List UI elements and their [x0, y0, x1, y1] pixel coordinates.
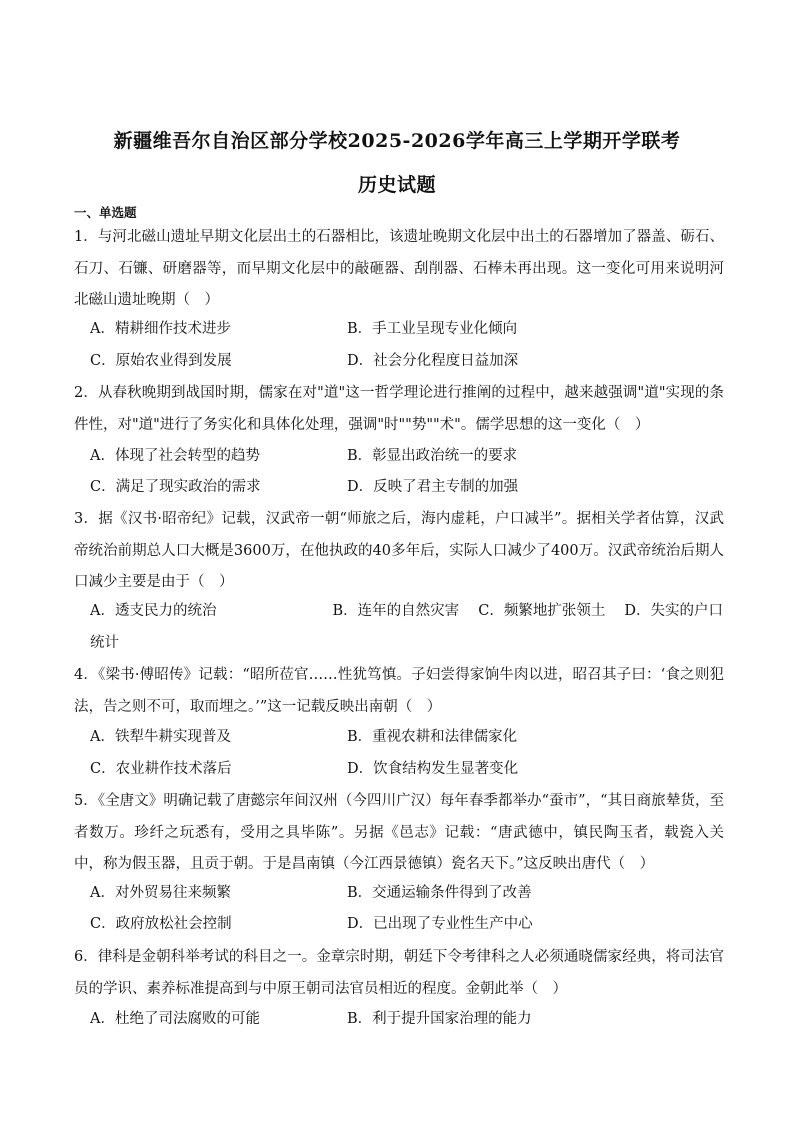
q2-option-a: A．体现了社会转型的趋势 — [90, 448, 260, 464]
section-heading: 一、单选题 — [74, 205, 137, 220]
q1-option-b: B．手工业呈现专业化倾向 — [347, 321, 518, 337]
q6-option-b: B．利于提升国家治理的能力 — [347, 1011, 532, 1027]
q5-option-c: C．政府放松社会控制 — [90, 916, 232, 932]
q1-option-d: D．社会分化程度日益加深 — [347, 353, 519, 369]
q6-option-a: A．杜绝了司法腐败的可能 — [90, 1011, 260, 1027]
q2-option-d: D．反映了君主专制的加强 — [347, 479, 519, 495]
question-3-stem: 3．据《汉书·昭帝纪》记载，汉武帝一朝“师旅之后，海内虚耗，户口减半”。据相关学者估算，汉武帝统治前期总人口大概是3600万，在他执政的40多年后，实际人口减少了400万。汉武帝统治后期人口减少主要是由于（ ） — [74, 511, 724, 590]
q4-option-b: B．重视农耕和法律儒家化 — [347, 729, 518, 745]
q5-option-a: A．对外贸易往来频繁 — [90, 885, 231, 901]
question-4-stem: 4．《梁书·傅昭传》记载：“昭所莅官……性犹笃慎。子妇尝得家饷牛肉以进，昭召其子曰：‘食之则犯法，告之则不可，取而埋之。’”这一记载反映出南朝（ ） — [74, 667, 724, 715]
q5-option-b: B．交通运输条件得到了改善 — [347, 885, 532, 901]
q4-option-d: D．饮食结构发生显著变化 — [347, 761, 519, 777]
q4-option-a: A．铁犁牛耕实现普及 — [90, 729, 231, 745]
question-1-stem: 1．与河北磁山遗址早期文化层出土的石器相比，该遗址晚期文化层中出土的石器增加了器盖、砺石、石刀、石镰、研磨器等，而早期文化层中的敲砸器、刮削器、石棒未再出现。这一变化可用来说明河北磁山遗址晚期（ ） — [74, 229, 724, 308]
q1-option-c: C．原始农业得到发展 — [90, 353, 232, 369]
q4-option-c: C．农业耕作技术落后 — [90, 761, 232, 777]
question-5-stem: 5．《全唐文》明确记载了唐懿宗年间汉州（今四川广汉）每年春季都举办“蚕市”，“其日商旅辇货，至者数万。珍纤之玩悉有，受用之具毕陈”。另据《邑志》记载：“唐武德中，镇民陶玉者，载瓷入关中，称为假玉器，且贡于朝。于是昌南镇（今江西景德镇）瓷名天下。”这反映出唐代（ ） — [74, 793, 724, 872]
exam-title: 新疆维吾尔自治区部分学校2025-2026学年高三上学期开学联考 — [113, 130, 681, 152]
q5-option-d: D．已出现了专业性生产中心 — [347, 916, 533, 932]
q3-options-line: A．透支民力的统治 B．连年的自然灾害 C．频繁地扩张领土 D．失实的户口 — [90, 603, 724, 619]
q1-option-a: A．精耕细作技术进步 — [90, 321, 231, 337]
exam-subtitle: 历史试题 — [357, 174, 436, 196]
q2-option-b: B．彰显出政治统一的要求 — [347, 448, 518, 464]
question-2-stem: 2．从春秋晚期到战国时期，儒家在对"道"这一哲学理论进行推阐的过程中，越来越强调"道"实现的条件性，对"道"进行了务实化和具体化处理，强调"时""势""术"。儒学思想的这一变化（ ） — [74, 385, 724, 433]
q2-option-c: C．满足了现实政治的需求 — [90, 479, 261, 495]
question-6-stem: 6．律科是金朝科举考试的科目之一。金章宗时期，朝廷下令考律科之人必须通晓儒家经典，将司法官员的学识、素养标准提高到与中原王朝司法官员相近的程度。金朝此举（ ） — [74, 949, 724, 997]
q3-options-wrap: 统计 — [90, 635, 119, 651]
